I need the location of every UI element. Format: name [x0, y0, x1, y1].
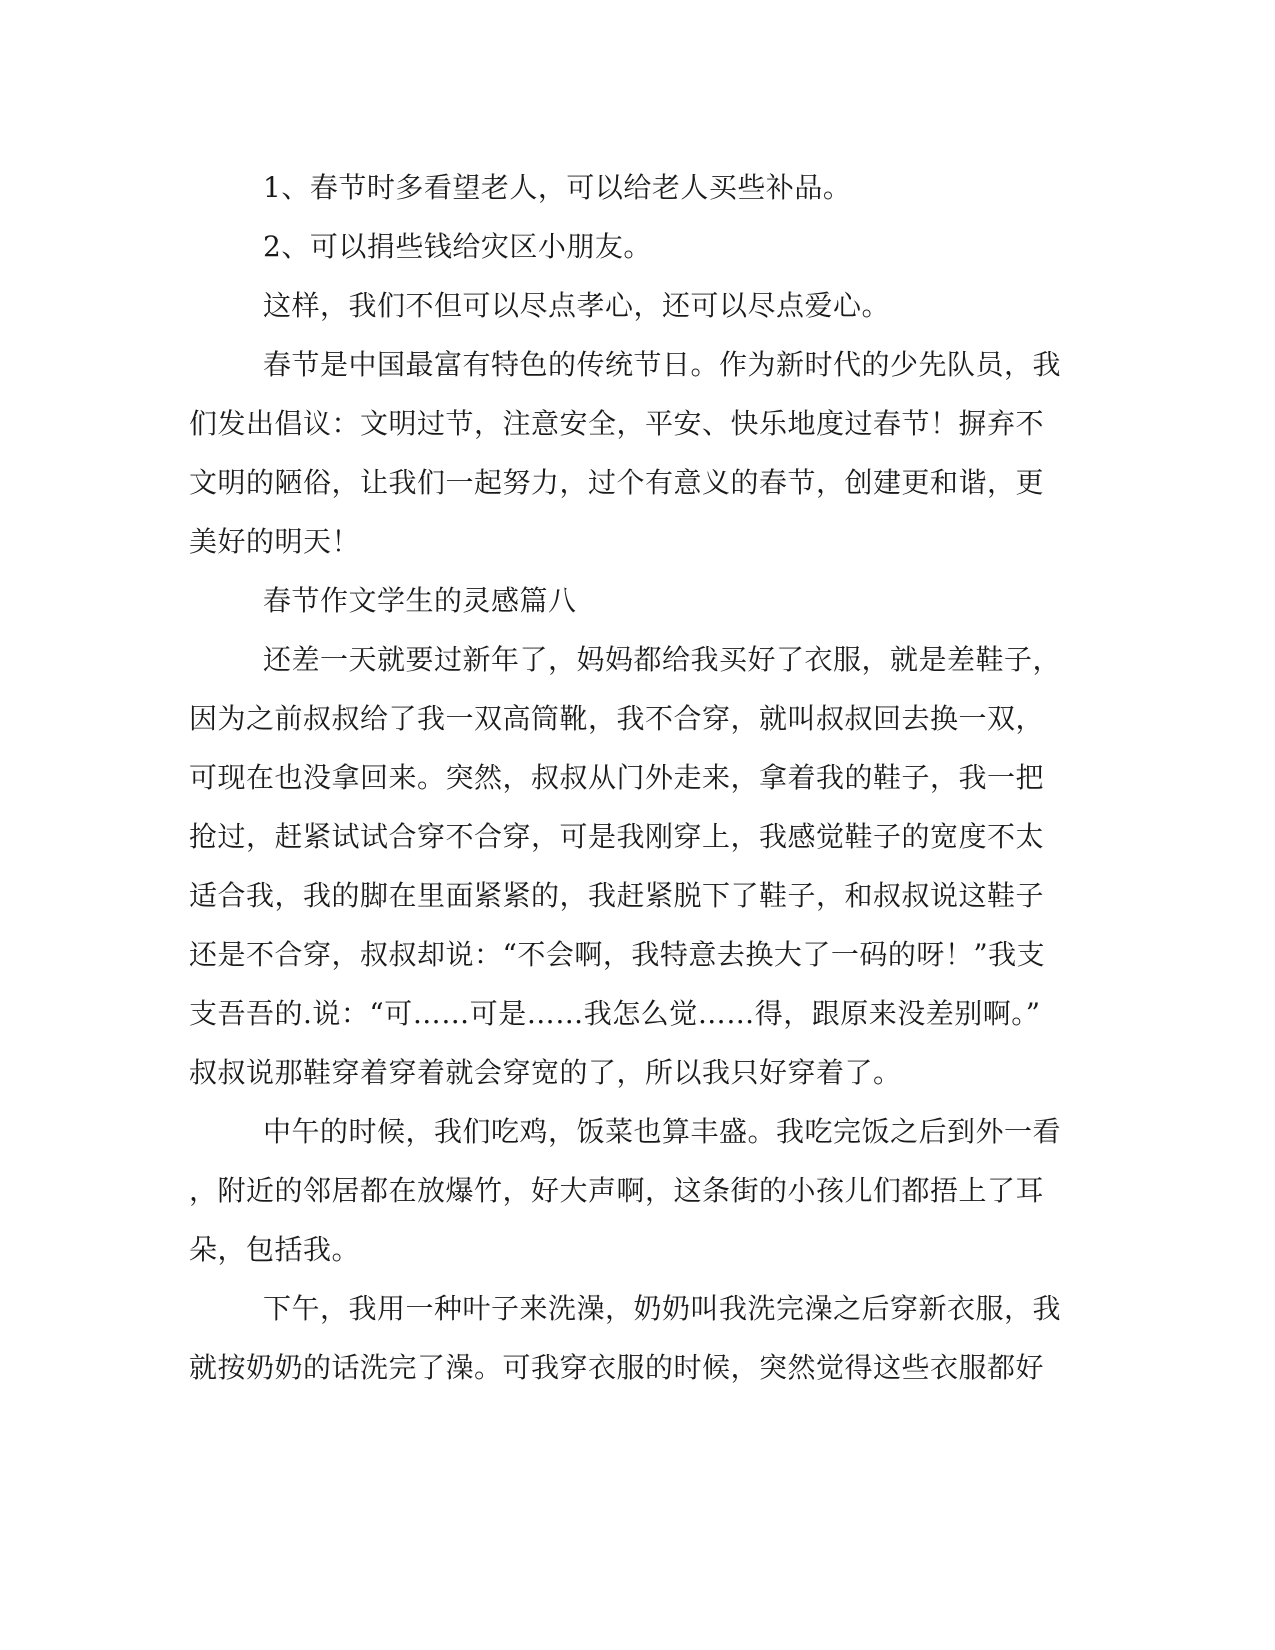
- paragraph-line: 们发出倡议：文明过节，注意安全，平安、快乐地度过春节！摒弃不: [189, 407, 1045, 440]
- paragraph-line: 文明的陋俗，让我们一起努力，过个有意义的春节，创建更和谐，更: [189, 466, 1045, 499]
- paragraph-line: 下午，我用一种叶子来洗澡，奶奶叫我洗完澡之后穿新衣服，我: [263, 1292, 1062, 1325]
- paragraph-line: 适合我，我的脚在里面紧紧的，我赶紧脱下了鞋子，和叔叔说这鞋子: [189, 879, 1045, 912]
- paragraph-line: 因为之前叔叔给了我一双高筒靴，我不合穿，就叫叔叔回去换一双，: [189, 702, 1045, 735]
- section-heading: 春节作文学生的灵感篇八: [263, 584, 577, 617]
- paragraph-line: 中午的时候，我们吃鸡，饭菜也算丰盛。我吃完饭之后到外一看: [263, 1115, 1062, 1148]
- list-item-2: 2、可以捐些钱给灾区小朋友。: [263, 230, 652, 263]
- paragraph-line: 叔叔说那鞋穿着穿着就会穿宽的了，所以我只好穿着了。: [189, 1056, 902, 1089]
- paragraph-line: 朵，包括我。: [189, 1233, 361, 1266]
- list-item-1: 1、春节时多看望老人，可以给老人买些补品。: [263, 171, 852, 204]
- paragraph-line: 美好的明天！: [189, 525, 361, 558]
- paragraph-line: 可现在也没拿回来。突然，叔叔从门外走来，拿着我的鞋子，我一把: [189, 761, 1045, 794]
- paragraph-line: 抢过，赶紧试试合穿不合穿，可是我刚穿上，我感觉鞋子的宽度不太: [189, 820, 1045, 853]
- paragraph-line: 这样，我们不但可以尽点孝心，还可以尽点爱心。: [263, 289, 891, 322]
- paragraph-line: 还差一天就要过新年了，妈妈都给我买好了衣服，就是差鞋子，: [263, 643, 1062, 676]
- paragraph-line: 支吾吾的.说：“可……可是……我怎么觉……得，跟原来没差别啊。”: [189, 997, 1041, 1030]
- paragraph-line: 春节是中国最富有特色的传统节日。作为新时代的少先队员，我: [263, 348, 1062, 381]
- paragraph-line: 还是不合穿，叔叔却说：“不会啊，我特意去换大了一码的呀！”我支: [189, 938, 1046, 971]
- paragraph-line: ，附近的邻居都在放爆竹，好大声啊，这条街的小孩儿们都捂上了耳: [189, 1174, 1045, 1207]
- paragraph-line: 就按奶奶的话洗完了澡。可我穿衣服的时候，突然觉得这些衣服都好: [189, 1351, 1045, 1384]
